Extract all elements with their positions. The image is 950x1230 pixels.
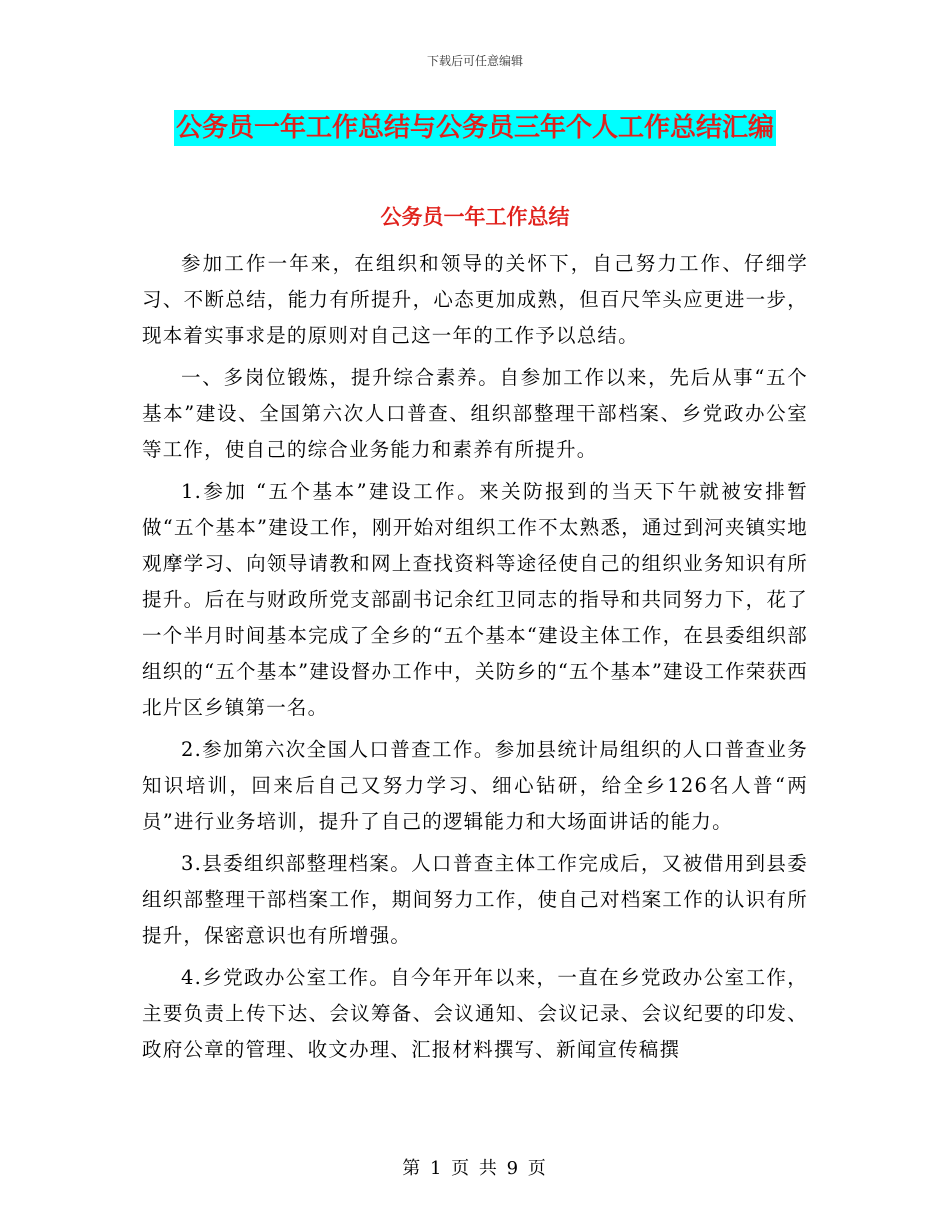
- paragraph: 3.县委组织部整理档案。人口普查主体工作完成后，又被借用到县委组织部整理干部档案工作，期间努力工作，使自己对档案工作的认识有所提升，保密意识也有所增强。: [142, 852, 808, 947]
- document-title: 公务员一年工作总结与公务员三年个人工作总结汇编: [174, 110, 776, 146]
- section-title: 公务员一年工作总结: [380, 205, 570, 229]
- page-footer: 第 1 页 共 9 页: [402, 1158, 548, 1179]
- document-body: [142, 246, 808, 1074]
- header-note: 下载后可任意编辑: [426, 54, 523, 68]
- paragraph: 参加工作一年来，在组织和领导的关怀下，自己努力工作、仔细学习、不断总结，能力有所提升，心态更加成熟，但百尺竿头应更进一步，现本着实事求是的原则对自己这一年的工作予以总结。: [142, 252, 808, 347]
- paragraph: 2.参加第六次全国人口普查工作。参加县统计局组织的人口普查业务知识培训，回来后自己又努力学习、细心钻研，给全乡126名人普“两员”进行业务培训，提升了自己的逻辑能力和大场面讲话的能力。: [142, 738, 808, 833]
- paragraph: 一、多岗位锻炼，提升综合素养。自参加工作以来，先后从事“五个基本”建设、全国第六次人口普查、组织部整理干部档案、乡党政办公室等工作，使自己的综合业务能力和素养有所提升。: [142, 366, 808, 461]
- document-title-wrapper: [0, 110, 950, 146]
- paragraph: 4.乡党政办公室工作。自今年开年以来，一直在乡党政办公室工作，主要负责上传下达、会议筹备、会议通知、会议记录、会议纪要的印发、政府公章的管理、收文办理、汇报材料撰写、新闻宣传稿撰: [142, 966, 808, 1061]
- paragraph: 1.参加 “五个基本”建设工作。来关防报到的当天下午就被安排暂做“五个基本”建设工作，刚开始对组织工作不太熟悉，通过到河夹镇实地观摩学习、向领导请教和网上查找资料等途径使自己的组织业务知识有所提升。后在与财政所党支部副书记余红卫同志的指导和共同努力下，花了一个半月时间基本完成了全乡的“五个基本“建设主体工作，在县委组织部组织的“五个基本”建设督办工作中，关防乡的“五个基本”建设工作荣获西北片区乡镇第一名。: [142, 480, 808, 719]
